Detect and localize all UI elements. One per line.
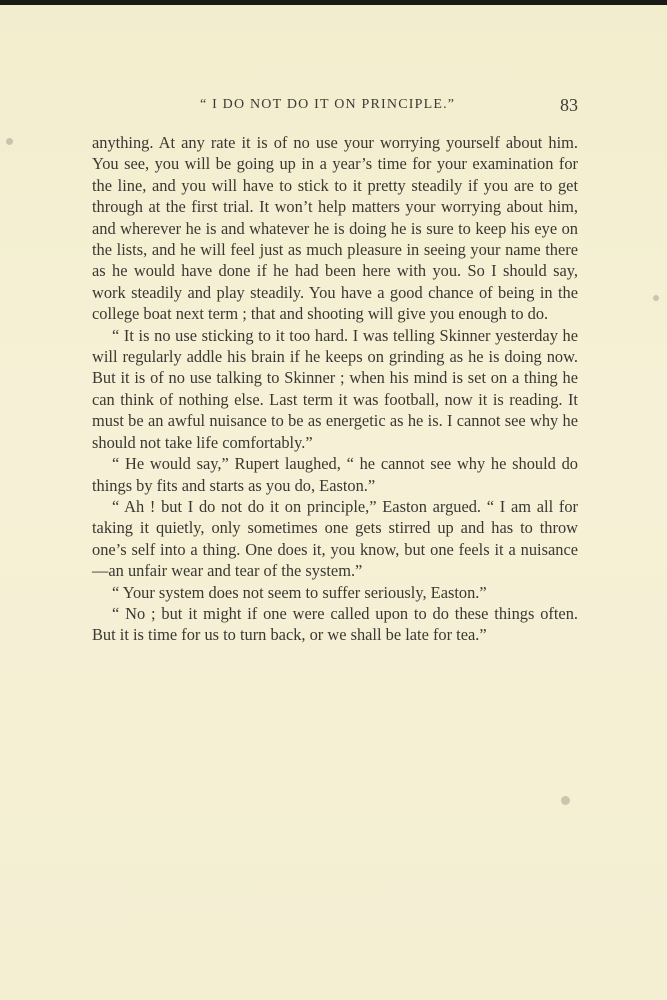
- paragraph: “ He would say,” Rupert laughed, “ he cannot see why he should do things by fits and starts as you do, Easton.”: [92, 454, 578, 495]
- paper-spot: [653, 295, 659, 301]
- paragraph: “ Your system does not seem to suffer seriously, Easton.”: [112, 582, 487, 602]
- page-top-edge: [0, 0, 667, 5]
- running-head: [92, 95, 578, 119]
- running-head-title: “ I DO NOT DO IT ON PRINCIPLE.”: [200, 97, 456, 112]
- paper-spot: [6, 138, 13, 145]
- paragraph: “ It is no use sticking to it too hard. I was telling Skinner yesterday he will regularly addle his brain if he keeps on grinding as he is doing now. But it is of no use talking to Skinner ; when his mind is set on a thing he can think of nothing else. Last term it was football, now it is reading. It must be an awful nuisance to be as energetic as he is. I cannot see why he should not take life comfortably.”: [92, 325, 578, 452]
- page-number: 83: [560, 95, 578, 115]
- paper-spot: [561, 796, 570, 805]
- paragraph: “ Ah ! but I do not do it on principle,” Easton argued. “ I am all for taking it quietly, only sometimes one gets stirred up and has to throw one’s self into a thing. One does it, you know, but one feels it a nuisance—an unfair wear and tear of the system.”: [92, 496, 578, 581]
- body-text: [92, 132, 578, 646]
- paragraph: anything. At any rate it is of no use your worrying yourself about him. You see, you will be going up in a year’s time for your examination for the line, and you will have to stick to it pretty steadily if you are to get through at the first trial. It won’t help matters your worrying about him, and wherever he is and whatever he is doing he is sure to keep his eye on the lists, and he will feel just as much pleasure in seeing your name there as he would have done if he had been here with you. So I should say, work steadily and play steadily. You have a good chance of being in the college boat next term ; that and shooting will give you enough to do.: [92, 133, 578, 324]
- paragraph: “ No ; but it might if one were called upon to do these things often. But it is time for us to turn back, or we shall be late for tea.”: [92, 603, 578, 645]
